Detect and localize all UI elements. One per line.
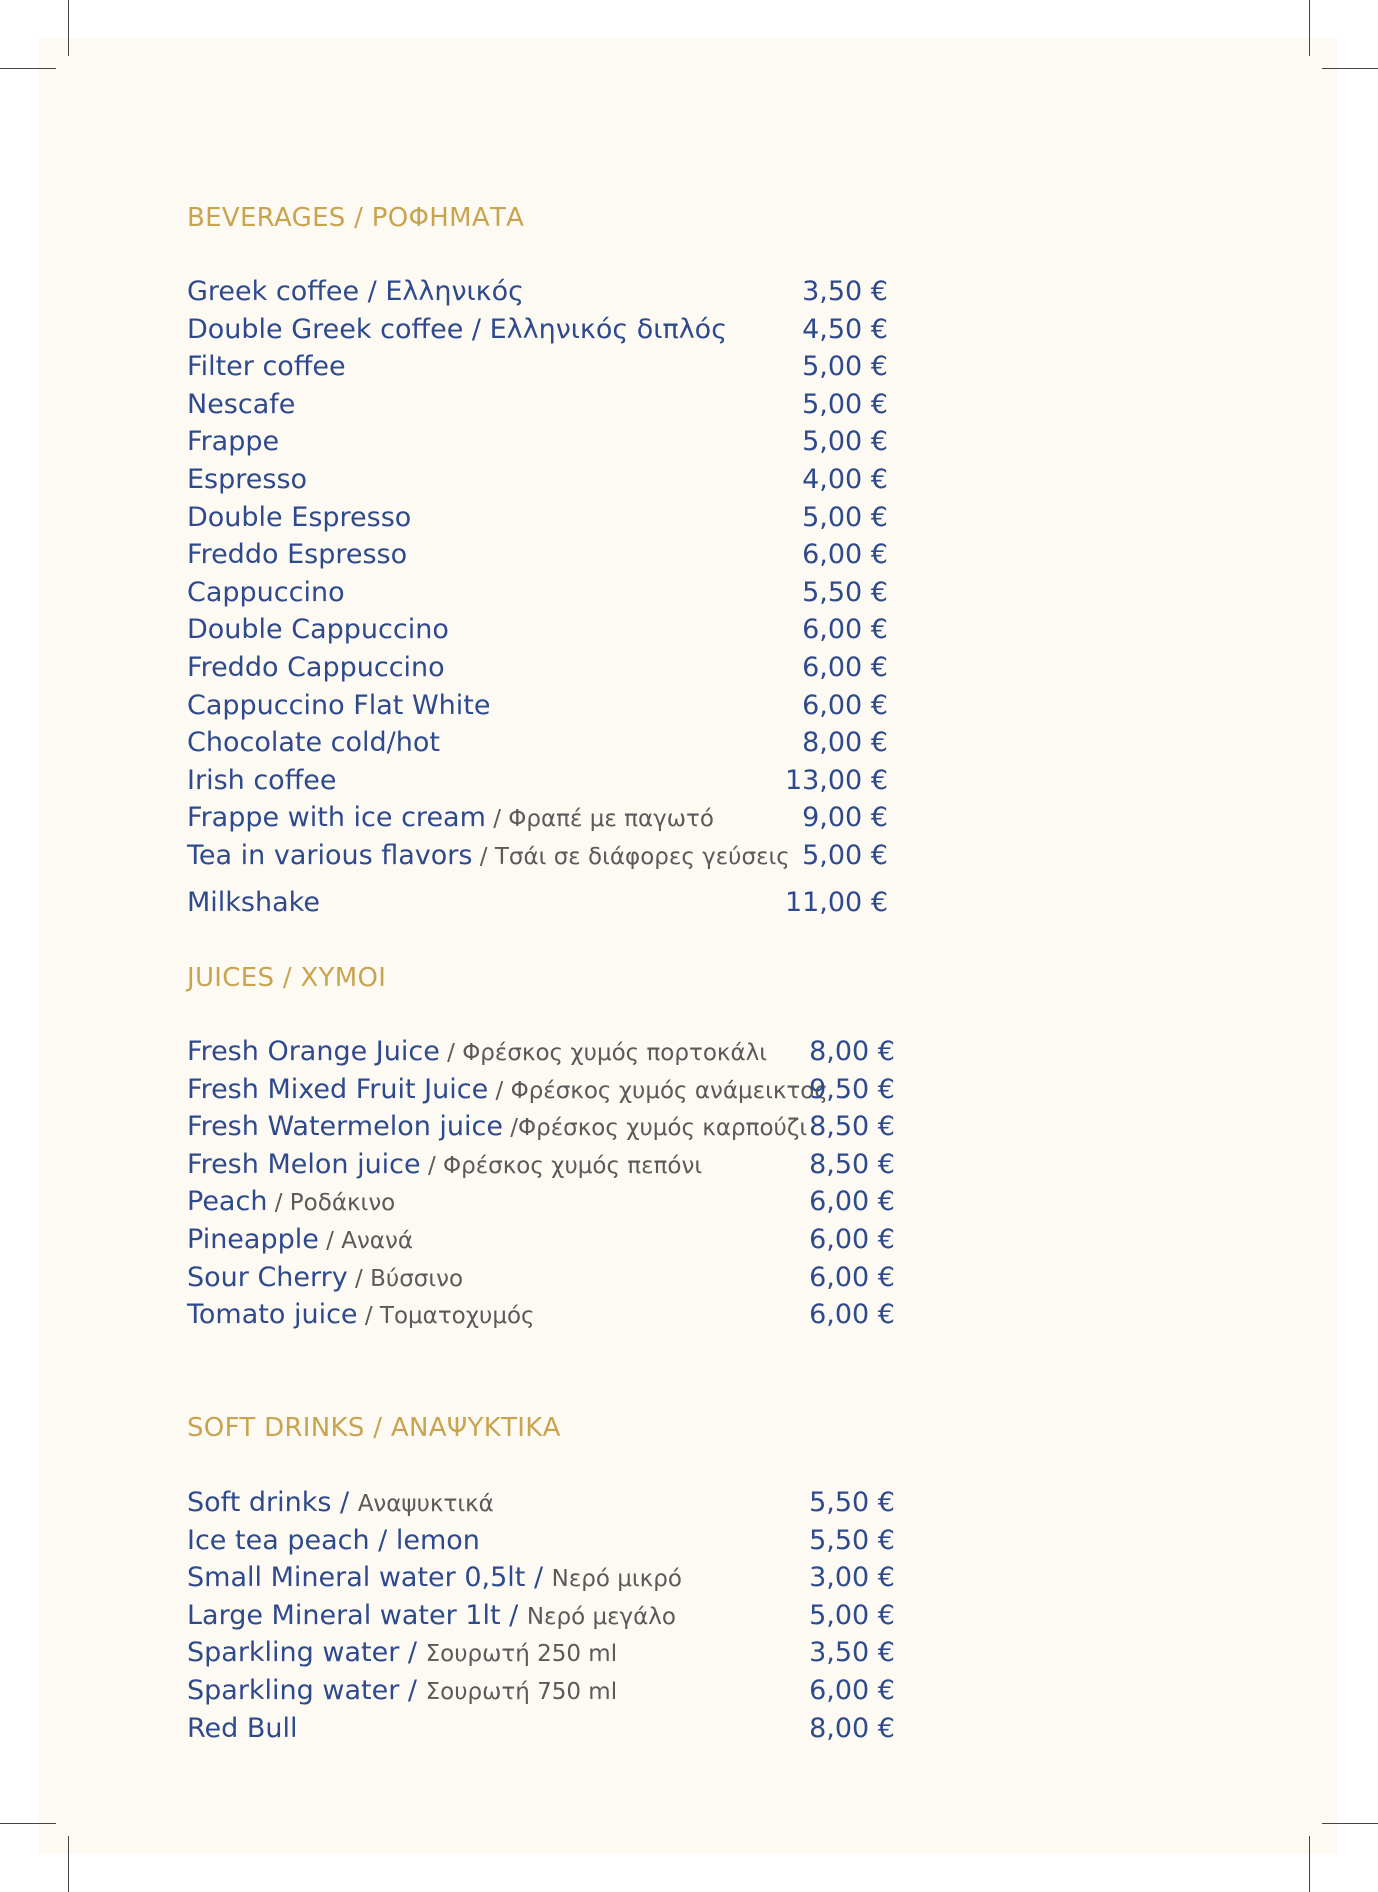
menu-item bbox=[187, 1562, 895, 1600]
item-greek-name: / Ροδάκινο bbox=[267, 1190, 396, 1217]
menu-item bbox=[187, 1525, 895, 1563]
crop-mark bbox=[0, 68, 56, 69]
menu-item bbox=[187, 539, 888, 577]
menu-item bbox=[187, 351, 888, 389]
menu-item bbox=[187, 1074, 895, 1112]
item-name: Small Mineral water 0,5lt / bbox=[187, 1562, 552, 1594]
item-price: 6,00 € bbox=[809, 1299, 895, 1331]
menu-item bbox=[187, 577, 888, 615]
item-name: Sparkling water / bbox=[187, 1674, 426, 1706]
menu-item bbox=[187, 1637, 895, 1675]
item-name: Fresh Watermelon juice bbox=[187, 1111, 503, 1143]
item-name: Frappe with ice cream bbox=[187, 802, 486, 834]
item-greek-name: / Φρέσκος χυμός ανάμεικτος bbox=[488, 1077, 828, 1104]
item-price: 5,00 € bbox=[802, 501, 888, 533]
item-name: Freddo Cappuccino bbox=[187, 651, 445, 683]
item-price: 5,50 € bbox=[809, 1524, 895, 1556]
menu-item bbox=[187, 765, 888, 803]
item-name: Irish coffee bbox=[187, 764, 337, 796]
item-price: 8,00 € bbox=[809, 1712, 895, 1744]
item-name: Tomato juice bbox=[187, 1299, 358, 1331]
item-greek-name: Νερό μεγάλο bbox=[526, 1603, 676, 1630]
item-price: 5,00 € bbox=[802, 388, 888, 420]
item-price: 8,00 € bbox=[802, 727, 888, 759]
item-name: Fresh Melon juice bbox=[187, 1148, 421, 1180]
menu-item bbox=[187, 887, 888, 925]
menu-item bbox=[187, 426, 888, 464]
menu-item bbox=[187, 652, 888, 690]
item-price: 4,50 € bbox=[802, 313, 888, 345]
item-name: Ice tea peach / lemon bbox=[187, 1524, 480, 1556]
menu-item bbox=[187, 1149, 895, 1187]
item-price: 6,00 € bbox=[802, 651, 888, 683]
item-price: 6,00 € bbox=[802, 539, 888, 571]
menu-item bbox=[187, 1186, 895, 1224]
item-name: Peach bbox=[187, 1186, 268, 1218]
item-name: Sparkling water / bbox=[187, 1637, 426, 1669]
crop-mark bbox=[68, 0, 69, 56]
item-greek-name: Σουρωτή 250 ml bbox=[425, 1641, 618, 1668]
menu-item bbox=[187, 614, 888, 652]
menu-item bbox=[187, 1600, 895, 1638]
soft-drinks-list bbox=[187, 1487, 895, 1750]
item-name: Large Mineral water 1lt / bbox=[187, 1599, 527, 1631]
menu-item bbox=[187, 1224, 895, 1262]
juices-list bbox=[187, 1036, 895, 1337]
crop-mark bbox=[1309, 0, 1310, 56]
item-price: 9,00 € bbox=[802, 802, 888, 834]
menu-item bbox=[187, 1111, 895, 1149]
item-price: 3,50 € bbox=[809, 1637, 895, 1669]
crop-mark bbox=[0, 1823, 56, 1824]
item-greek-name: / Φραπέ με παγωτό bbox=[485, 806, 714, 833]
menu-item bbox=[187, 1487, 895, 1525]
menu-item bbox=[187, 1675, 895, 1713]
crop-mark bbox=[68, 1836, 69, 1892]
item-price: 5,00 € bbox=[802, 426, 888, 458]
item-name: Double Cappuccino bbox=[187, 614, 449, 646]
menu-item bbox=[187, 314, 888, 352]
item-name: Fresh Orange Juice bbox=[187, 1036, 440, 1067]
item-price: 9,50 € bbox=[809, 1073, 895, 1105]
item-name: Tea in various flavors bbox=[187, 839, 473, 871]
item-greek-name: Νερό μικρό bbox=[551, 1566, 682, 1593]
item-price: 5,00 € bbox=[802, 351, 888, 383]
item-price: 6,00 € bbox=[809, 1261, 895, 1293]
item-greek-name: Σουρωτή 750 ml bbox=[425, 1678, 618, 1705]
item-name: Cappuccino bbox=[187, 576, 345, 608]
crop-mark bbox=[1322, 1823, 1378, 1824]
item-price: 6,00 € bbox=[809, 1186, 895, 1218]
beverages-list bbox=[187, 276, 888, 924]
item-name: Frappe bbox=[187, 426, 280, 458]
item-name: Sour Cherry bbox=[187, 1261, 348, 1293]
item-name: Milkshake bbox=[187, 886, 320, 918]
menu-item bbox=[187, 727, 888, 765]
menu-item bbox=[187, 1262, 895, 1300]
item-greek-name: / Φρέσκος χυμός πορτοκάλι bbox=[439, 1040, 768, 1066]
item-price: 6,00 € bbox=[809, 1674, 895, 1706]
menu-item bbox=[187, 276, 888, 314]
menu-item bbox=[187, 389, 888, 427]
item-price: 5,50 € bbox=[809, 1487, 895, 1518]
item-greek-name: Αναψυκτικά bbox=[357, 1491, 494, 1517]
section-title-soft-drinks: SOFT DRINKS / ΑΝΑΨΥΚΤΙΚΑ bbox=[187, 1413, 561, 1443]
item-name: Freddo Espresso bbox=[187, 539, 408, 571]
item-price: 3,50 € bbox=[802, 276, 888, 307]
item-price: 11,00 € bbox=[784, 886, 888, 918]
crop-mark bbox=[1309, 1836, 1310, 1892]
item-name: Filter coffee bbox=[187, 351, 346, 383]
item-name: Red Bull bbox=[187, 1712, 298, 1744]
crop-mark bbox=[1322, 68, 1378, 69]
item-greek-name: /Φρέσκος χυμός καρπούζι bbox=[502, 1115, 808, 1142]
item-price: 4,00 € bbox=[802, 463, 888, 495]
item-name: Chocolate cold/hot bbox=[187, 727, 440, 759]
item-price: 13,00 € bbox=[784, 764, 888, 796]
menu-item bbox=[187, 1299, 895, 1337]
item-price: 8,50 € bbox=[809, 1148, 895, 1180]
item-price: 3,00 € bbox=[809, 1562, 895, 1594]
item-greek-name: / Ανανά bbox=[318, 1227, 413, 1254]
menu-item bbox=[187, 802, 888, 840]
item-name: Espresso bbox=[187, 463, 308, 495]
item-price: 8,00 € bbox=[809, 1036, 895, 1067]
item-price: 5,00 € bbox=[809, 1599, 895, 1631]
item-name: Double Greek coffee / Ελληνικός διπλός bbox=[187, 313, 728, 345]
item-price: 5,00 € bbox=[802, 839, 888, 871]
item-price: 6,00 € bbox=[802, 614, 888, 646]
item-name: Greek coffee / Ελληνικός bbox=[187, 276, 524, 307]
section-title-juices: JUICES / ΧΥΜΟΙ bbox=[187, 963, 387, 993]
item-name: Double Espresso bbox=[187, 501, 412, 533]
section-title-beverages: BEVERAGES / ΡΟΦΗΜΑΤΑ bbox=[187, 203, 525, 233]
item-greek-name: / Τσάι σε διάφορες γεύσεις bbox=[472, 843, 790, 870]
item-name: Soft drinks / bbox=[187, 1487, 358, 1518]
menu-item bbox=[187, 690, 888, 728]
item-greek-name: / Τοματοχυμός bbox=[357, 1303, 535, 1330]
menu-item bbox=[187, 502, 888, 540]
item-greek-name: / Βύσσινο bbox=[347, 1265, 464, 1292]
item-name: Pineapple bbox=[187, 1223, 319, 1255]
menu-item bbox=[187, 840, 888, 878]
item-greek-name: / Φρέσκος χυμός πεπόνι bbox=[420, 1152, 703, 1179]
item-price: 6,00 € bbox=[802, 689, 888, 721]
menu-item bbox=[187, 464, 888, 502]
item-name: Nescafe bbox=[187, 388, 296, 420]
menu-item bbox=[187, 1713, 895, 1751]
item-name: Fresh Mixed Fruit Juice bbox=[187, 1073, 489, 1105]
item-price: 6,00 € bbox=[809, 1223, 895, 1255]
menu-item bbox=[187, 1036, 895, 1074]
item-price: 5,50 € bbox=[802, 576, 888, 608]
item-name: Cappuccino Flat White bbox=[187, 689, 491, 721]
item-price: 8,50 € bbox=[809, 1111, 895, 1143]
